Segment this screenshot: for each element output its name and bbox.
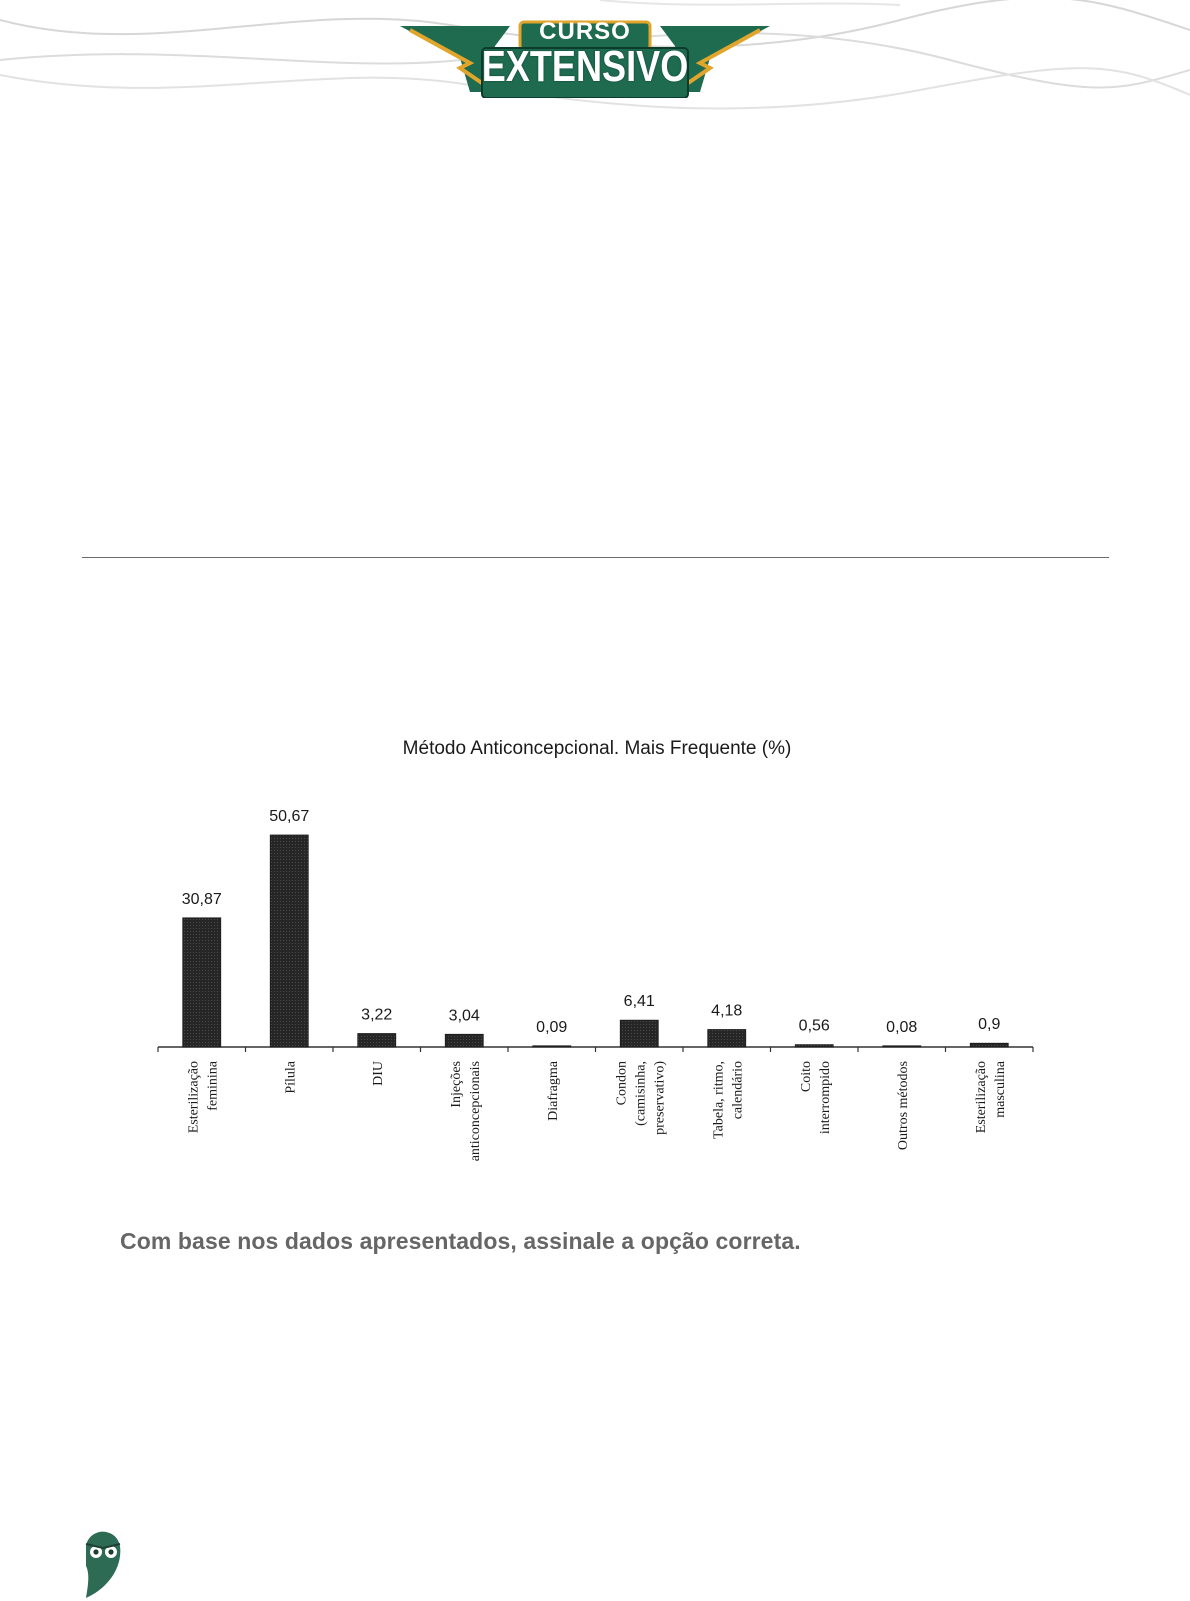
value-label-5: 6,41 xyxy=(623,993,655,1011)
category-label-9-1: masculina xyxy=(992,1061,1008,1118)
category-label-4-0: Diafragma xyxy=(545,1061,561,1121)
category-label-6-0: Tabela, ritmo, xyxy=(711,1061,727,1139)
bar-3 xyxy=(445,1034,483,1047)
category-label-8-0: Outros métodos xyxy=(895,1061,911,1151)
category-label-5-1: (camisinha, xyxy=(633,1061,649,1126)
value-label-7: 0,56 xyxy=(798,1017,830,1035)
category-label-7-0: Coito xyxy=(798,1061,814,1093)
category-label-7-1: interrompido xyxy=(817,1061,833,1135)
value-label-2: 3,22 xyxy=(361,1006,393,1024)
chart-title: Método Anticoncepcional. Mais Frequente (%) xyxy=(402,738,792,759)
bar-8 xyxy=(883,1046,921,1047)
category-label-5-0: Condon xyxy=(614,1061,630,1106)
bar-2 xyxy=(358,1034,396,1047)
value-label-4: 0,09 xyxy=(536,1018,568,1036)
category-label-9-0: Esterilização xyxy=(973,1061,989,1134)
category-label-1-0: Pílula xyxy=(283,1061,299,1094)
value-label-1: 50,67 xyxy=(269,808,310,825)
category-label-2-0: DIU xyxy=(370,1061,386,1086)
bar-7 xyxy=(795,1045,833,1047)
category-label-0-0: Esterilização xyxy=(186,1061,202,1134)
bar-9 xyxy=(970,1043,1008,1047)
category-label-3-0: Injeções xyxy=(448,1061,464,1108)
value-label-0: 30,87 xyxy=(181,890,222,908)
logo-line-2: EXTENSIVO xyxy=(481,42,689,91)
bar-0 xyxy=(183,918,221,1047)
value-label-6: 4,18 xyxy=(711,1002,743,1020)
question-text: Com base nos dados apresentados, assinale a opção correta. xyxy=(120,1228,801,1254)
owl-icon xyxy=(82,1530,124,1598)
bar-chart xyxy=(0,720,1190,1210)
value-label-3: 3,04 xyxy=(448,1007,480,1025)
category-label-0-1: feminina xyxy=(205,1061,221,1111)
value-label-9: 0,9 xyxy=(978,1016,1001,1034)
logo xyxy=(400,18,770,98)
category-label-6-1: calendário xyxy=(730,1061,746,1120)
bar-5 xyxy=(620,1020,658,1047)
bar-1 xyxy=(270,835,308,1047)
logo-line-1: CURSO xyxy=(539,18,631,45)
bar-6 xyxy=(708,1030,746,1047)
category-label-5-2: preservativo) xyxy=(652,1061,668,1135)
section-divider xyxy=(82,557,1109,558)
bar-4 xyxy=(533,1046,571,1047)
value-label-8: 0,08 xyxy=(886,1018,918,1036)
category-label-3-1: anticoncepcionais xyxy=(467,1061,483,1162)
